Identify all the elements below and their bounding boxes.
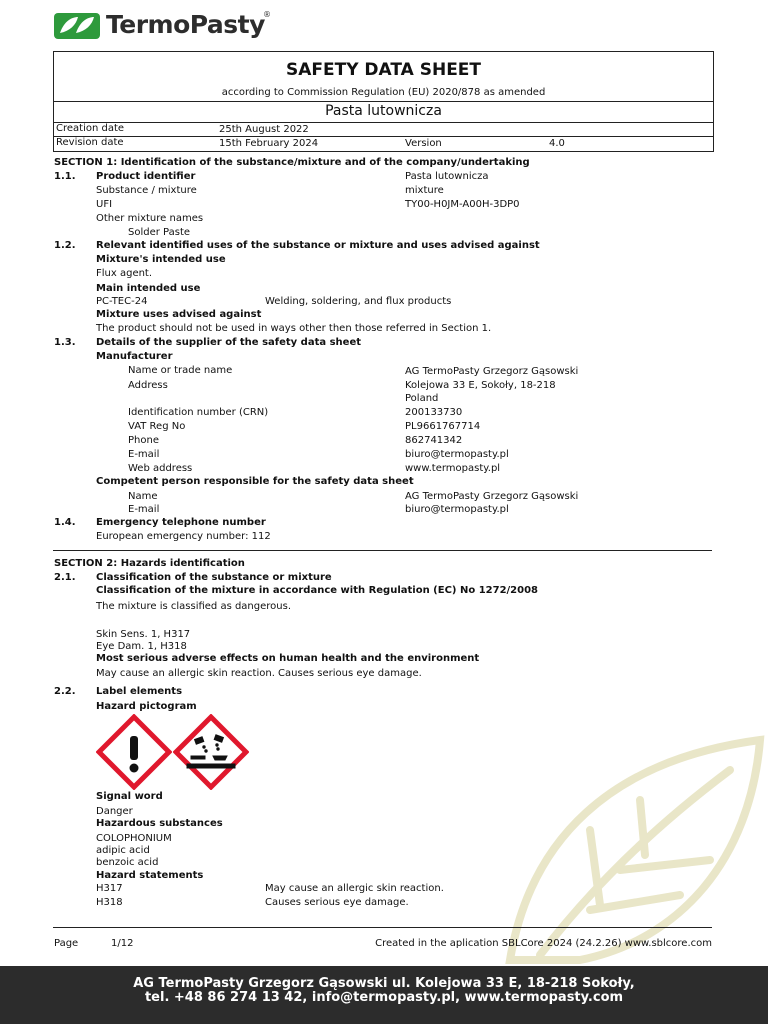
revision-date-label: Revision date: [56, 137, 124, 148]
hazard-code: H318: [96, 897, 123, 908]
field-value: 200133730: [405, 407, 463, 418]
revision-date-value: 15th February 2024: [219, 138, 319, 149]
section-divider: [53, 550, 712, 551]
field-value: Welding, soldering, and flux products: [265, 296, 452, 307]
field-label: UFI: [96, 199, 113, 210]
subsection-heading: Emergency telephone number: [96, 517, 266, 528]
field-heading: Competent person responsible for the safety data sheet: [96, 476, 414, 487]
field-value: PL9661767714: [405, 421, 481, 432]
list-item: benzoic acid: [96, 857, 159, 868]
document-title: SAFETY DATA SHEET: [285, 60, 482, 80]
created-with-text: Created in the aplication SBLCore 2024 (24.2.26) www.sblcore.com: [375, 938, 712, 949]
subsection-heading: Classification of the substance or mixture: [96, 572, 332, 583]
brand-name: TermoPasty: [106, 10, 265, 39]
field-value: Poland: [405, 393, 439, 404]
field-heading: Mixture's intended use: [96, 254, 226, 265]
field-value: The product should not be used in ways other then those referred in Section 1.: [96, 323, 492, 334]
field-label: Other mixture names: [96, 213, 204, 224]
section-1-heading: SECTION 1: Identification of the substance/mixture and of the company/undertaking: [54, 157, 530, 168]
product-name: Pasta lutownicza: [325, 103, 442, 119]
field-value: AG TermoPasty Grzegorz Gąsowski: [405, 491, 579, 502]
section-number: 2.1.: [54, 572, 76, 583]
leaf-watermark: [470, 720, 768, 966]
section-number: 1.3.: [54, 337, 76, 348]
version-label: Version: [405, 138, 442, 149]
list-item: adipic acid: [96, 845, 150, 856]
field-value: mixture: [405, 185, 444, 196]
creation-date-value: 25th August 2022: [219, 124, 309, 135]
document-header: [53, 51, 714, 152]
email-link[interactable]: biuro@termopasty.pl: [405, 449, 509, 460]
field-label: Substance / mixture: [96, 185, 197, 196]
field-heading: Hazard statements: [96, 870, 204, 881]
banner-address: AG TermoPasty Grzegorz Gąsowski ul. Kolejowa 33 E, 18-218 Sokoły,: [133, 976, 635, 991]
field-value: AG TermoPasty Grzegorz Gąsowski: [405, 366, 579, 377]
signal-word-value: Danger: [96, 806, 133, 817]
field-label: E-mail: [128, 504, 160, 515]
footer-divider: [53, 927, 712, 928]
brand-logo-mark: [54, 13, 100, 39]
registered-mark: ®: [263, 10, 271, 19]
field-label: Web address: [128, 463, 193, 474]
field-value: May cause an allergic skin reaction. Causes serious eye damage.: [96, 668, 422, 679]
field-value: Kolejowa 33 E, Sokoły, 18-218: [405, 380, 556, 391]
field-heading: Main intended use: [96, 283, 201, 294]
field-heading: Manufacturer: [96, 351, 173, 362]
corrosion-icon: [173, 714, 249, 790]
subsection-heading: Product identifier: [96, 171, 196, 182]
field-value: Flux agent.: [96, 268, 153, 279]
field-heading: Hazard pictogram: [96, 701, 197, 712]
subsection-heading: Relevant identified uses of the substance or mixture and uses advised against: [96, 240, 540, 251]
banner-contact: tel. +48 86 274 13 42, info@termopasty.pl, www.termopasty.com: [144, 990, 624, 1005]
product-identifier-value: Pasta lutownicza: [405, 171, 489, 182]
field-heading: Most serious adverse effects on human health and the environment: [96, 653, 480, 664]
field-label: Name: [128, 491, 158, 502]
page-number: 1/12: [111, 938, 134, 949]
ufi-value: TY00-H0JM-A00H-3DP0: [405, 199, 520, 210]
field-label: Address: [128, 380, 168, 391]
brand-leaf-icon: [54, 13, 100, 39]
company-banner: [0, 966, 768, 1024]
field-value: The mixture is classified as dangerous.: [96, 601, 292, 612]
web-link[interactable]: www.termopasty.pl: [405, 463, 501, 474]
subsection-heading: Details of the supplier of the safety data sheet: [96, 337, 362, 348]
subsection-heading: Label elements: [96, 686, 183, 697]
field-heading: Hazardous substances: [96, 818, 223, 829]
field-label: Phone: [128, 435, 159, 446]
regulation-text: according to Commission Regulation (EU) 2020/878 as amended: [221, 87, 546, 98]
section-number: 1.2.: [54, 240, 76, 251]
field-heading: Classification of the mixture in accordance with Regulation (EC) No 1272/2008: [96, 585, 539, 596]
section-number: 2.2.: [54, 686, 76, 697]
hazard-text: Causes serious eye damage.: [265, 897, 409, 908]
email-link[interactable]: biuro@termopasty.pl: [405, 504, 509, 515]
field-heading: Mixture uses advised against: [96, 309, 262, 320]
field-value: PC-TEC-24: [96, 296, 148, 307]
field-value: Skin Sens. 1, H317: [96, 629, 191, 640]
section-number: 1.4.: [54, 517, 76, 528]
field-value: Solder Paste: [128, 227, 191, 238]
creation-date-label: Creation date: [56, 123, 125, 134]
hazard-code: H317: [96, 883, 123, 894]
exclamation-mark-icon: [96, 714, 172, 790]
section-number: 1.1.: [54, 171, 76, 182]
field-value: 862741342: [405, 435, 463, 446]
section-2-heading: SECTION 2: Hazards identification: [54, 558, 245, 569]
field-value: Eye Dam. 1, H318: [96, 641, 187, 652]
field-label: Identification number (CRN): [128, 407, 269, 418]
field-heading: Signal word: [96, 791, 163, 802]
field-value: European emergency number: 112: [96, 531, 271, 542]
page-label: Page: [54, 938, 79, 949]
field-label: Name or trade name: [128, 365, 233, 376]
field-label: VAT Reg No: [128, 421, 186, 432]
version-value: 4.0: [549, 138, 565, 149]
hazard-text: May cause an allergic skin reaction.: [265, 883, 444, 894]
field-label: E-mail: [128, 449, 160, 460]
list-item: COLOPHONIUM: [96, 833, 172, 844]
